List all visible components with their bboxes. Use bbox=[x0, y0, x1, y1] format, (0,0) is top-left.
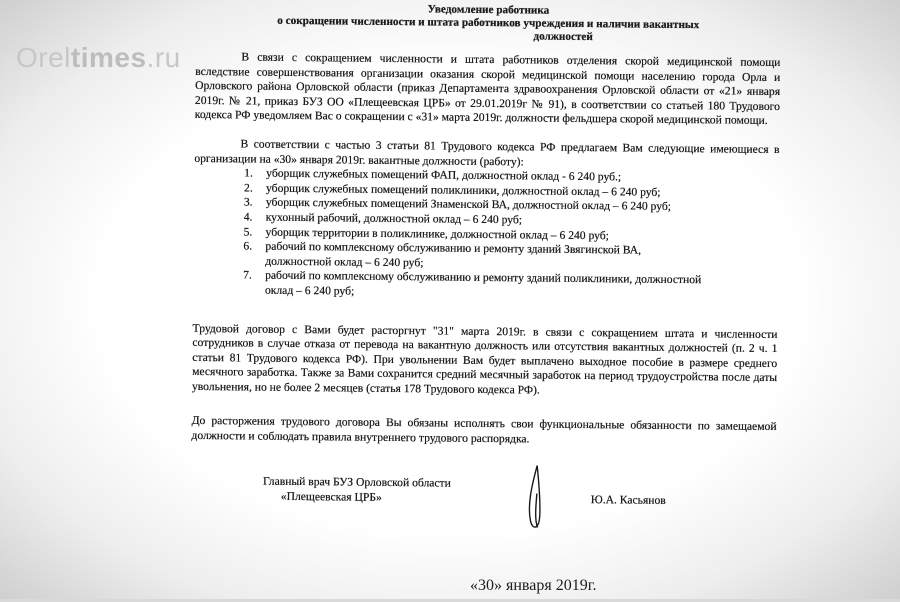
signature-block bbox=[190, 474, 776, 540]
item-text: рабочий по комплексному обслуживанию и ремонту зданий поликлиники, должностной оклад – 6 240 руб; bbox=[264, 268, 702, 298]
vacancy-list bbox=[193, 166, 779, 303]
item-text: уборщик служебных помещений Знаменской ВА, должностной оклад – 6 240 руб; bbox=[265, 196, 672, 214]
handwritten-signature bbox=[520, 463, 551, 533]
item-text: уборщик служебных помещений ФАП, должностной оклад - 6 240 руб.; bbox=[266, 166, 622, 184]
termination-paragraph: Трудовой договор с Вами будет расторгнут "31" марта 2019г. в связи с сокращением штата и численности сотрудников в случае отказа от перевода на вакантную должность или отсутствия вакантных должностей (п. 2 ч. 1 статьи 81 Трудового кодекса РФ). При увольнении Вам будет выплачено выходное пособие в размере среднего месячного заработка. Также за Вами сохранится средний месячный заработок на период трудоустройства после даты увольнения, но не более 2 месяцев (статья 178 Трудового кодекса РФ). bbox=[191, 321, 778, 397]
signer-position-line-1: Главный врач БУЗ Орловской области bbox=[262, 474, 451, 490]
signer-name: Ю.А. Касьянов bbox=[590, 492, 666, 507]
item-number: 1. bbox=[244, 166, 253, 180]
item-number: 7. bbox=[243, 268, 252, 282]
reduction-paragraph: В связи с сокращением численности и штата работников отделения скорой медицинской помощи вследствие совершенствования организации оказания скорой медицинской помощи населению города Орла и Орловского района Орловской области (приказ Департамента здравоохранения Орловской области от «21» января 2019г. № 21, приказ БУЗ ОО «Плещеевская ЦРБ» от 29.01.2019г № 91), в соответствии со статьей 180 Трудового кодекса РФ уведомляем Вас о сокращении с «31» марта 2019г. должности фельдшера скорой медицинской помощи. bbox=[194, 50, 781, 128]
list-item bbox=[243, 269, 778, 304]
item-number: 3. bbox=[243, 195, 253, 209]
item-text: кухонный рабочий, должностной оклад – 6 240 руб; bbox=[265, 210, 523, 227]
watermark-suffix: .ru bbox=[146, 42, 181, 73]
item-number: 5. bbox=[243, 224, 253, 239]
duties-paragraph: До расторжения трудового договора Вы обязаны исполнять свои функциональные обязанности по замещаемой должности и соблюдать правила внутреннего трудового распорядка. bbox=[191, 414, 777, 446]
vacancies-intro: В соответствии с частью 3 статьи 81 Трудового кодекса РФ предлагаем Вам следующие имеющиеся в организации на «30» января 2019г. вакантные должности (работу): bbox=[194, 137, 780, 168]
document-date: «30» января 2019г. bbox=[470, 577, 597, 594]
item-text: рабочий по комплексному обслуживанию и ремонту зданий Звягинской ВА, должностной оклад – 6 240 руб; bbox=[265, 239, 642, 270]
site-watermark bbox=[16, 42, 181, 74]
signer-position-line-2: «Плещеевская ЦРБ» bbox=[280, 489, 382, 504]
item-text: уборщик территории в поликлинике, должностной оклад – 6 240 руб; bbox=[265, 225, 610, 242]
notice-document bbox=[190, 1, 781, 602]
document-title bbox=[196, 1, 781, 46]
title-line-2: о сокращении численности и штата работников учреждения и наличии вакантных bbox=[277, 14, 700, 32]
title-line-1: Уведомление работника bbox=[427, 3, 550, 17]
item-number: 2. bbox=[243, 181, 253, 195]
watermark-prefix: Orel bbox=[16, 42, 71, 73]
title-line-3: должностей bbox=[533, 30, 593, 44]
item-number: 4. bbox=[243, 210, 253, 224]
item-text: уборщик служебных помещений поликлиники, должностной оклад – 6 240 руб; bbox=[265, 181, 661, 199]
item-number: 6. bbox=[243, 239, 253, 253]
watermark-bold: times bbox=[70, 42, 147, 73]
